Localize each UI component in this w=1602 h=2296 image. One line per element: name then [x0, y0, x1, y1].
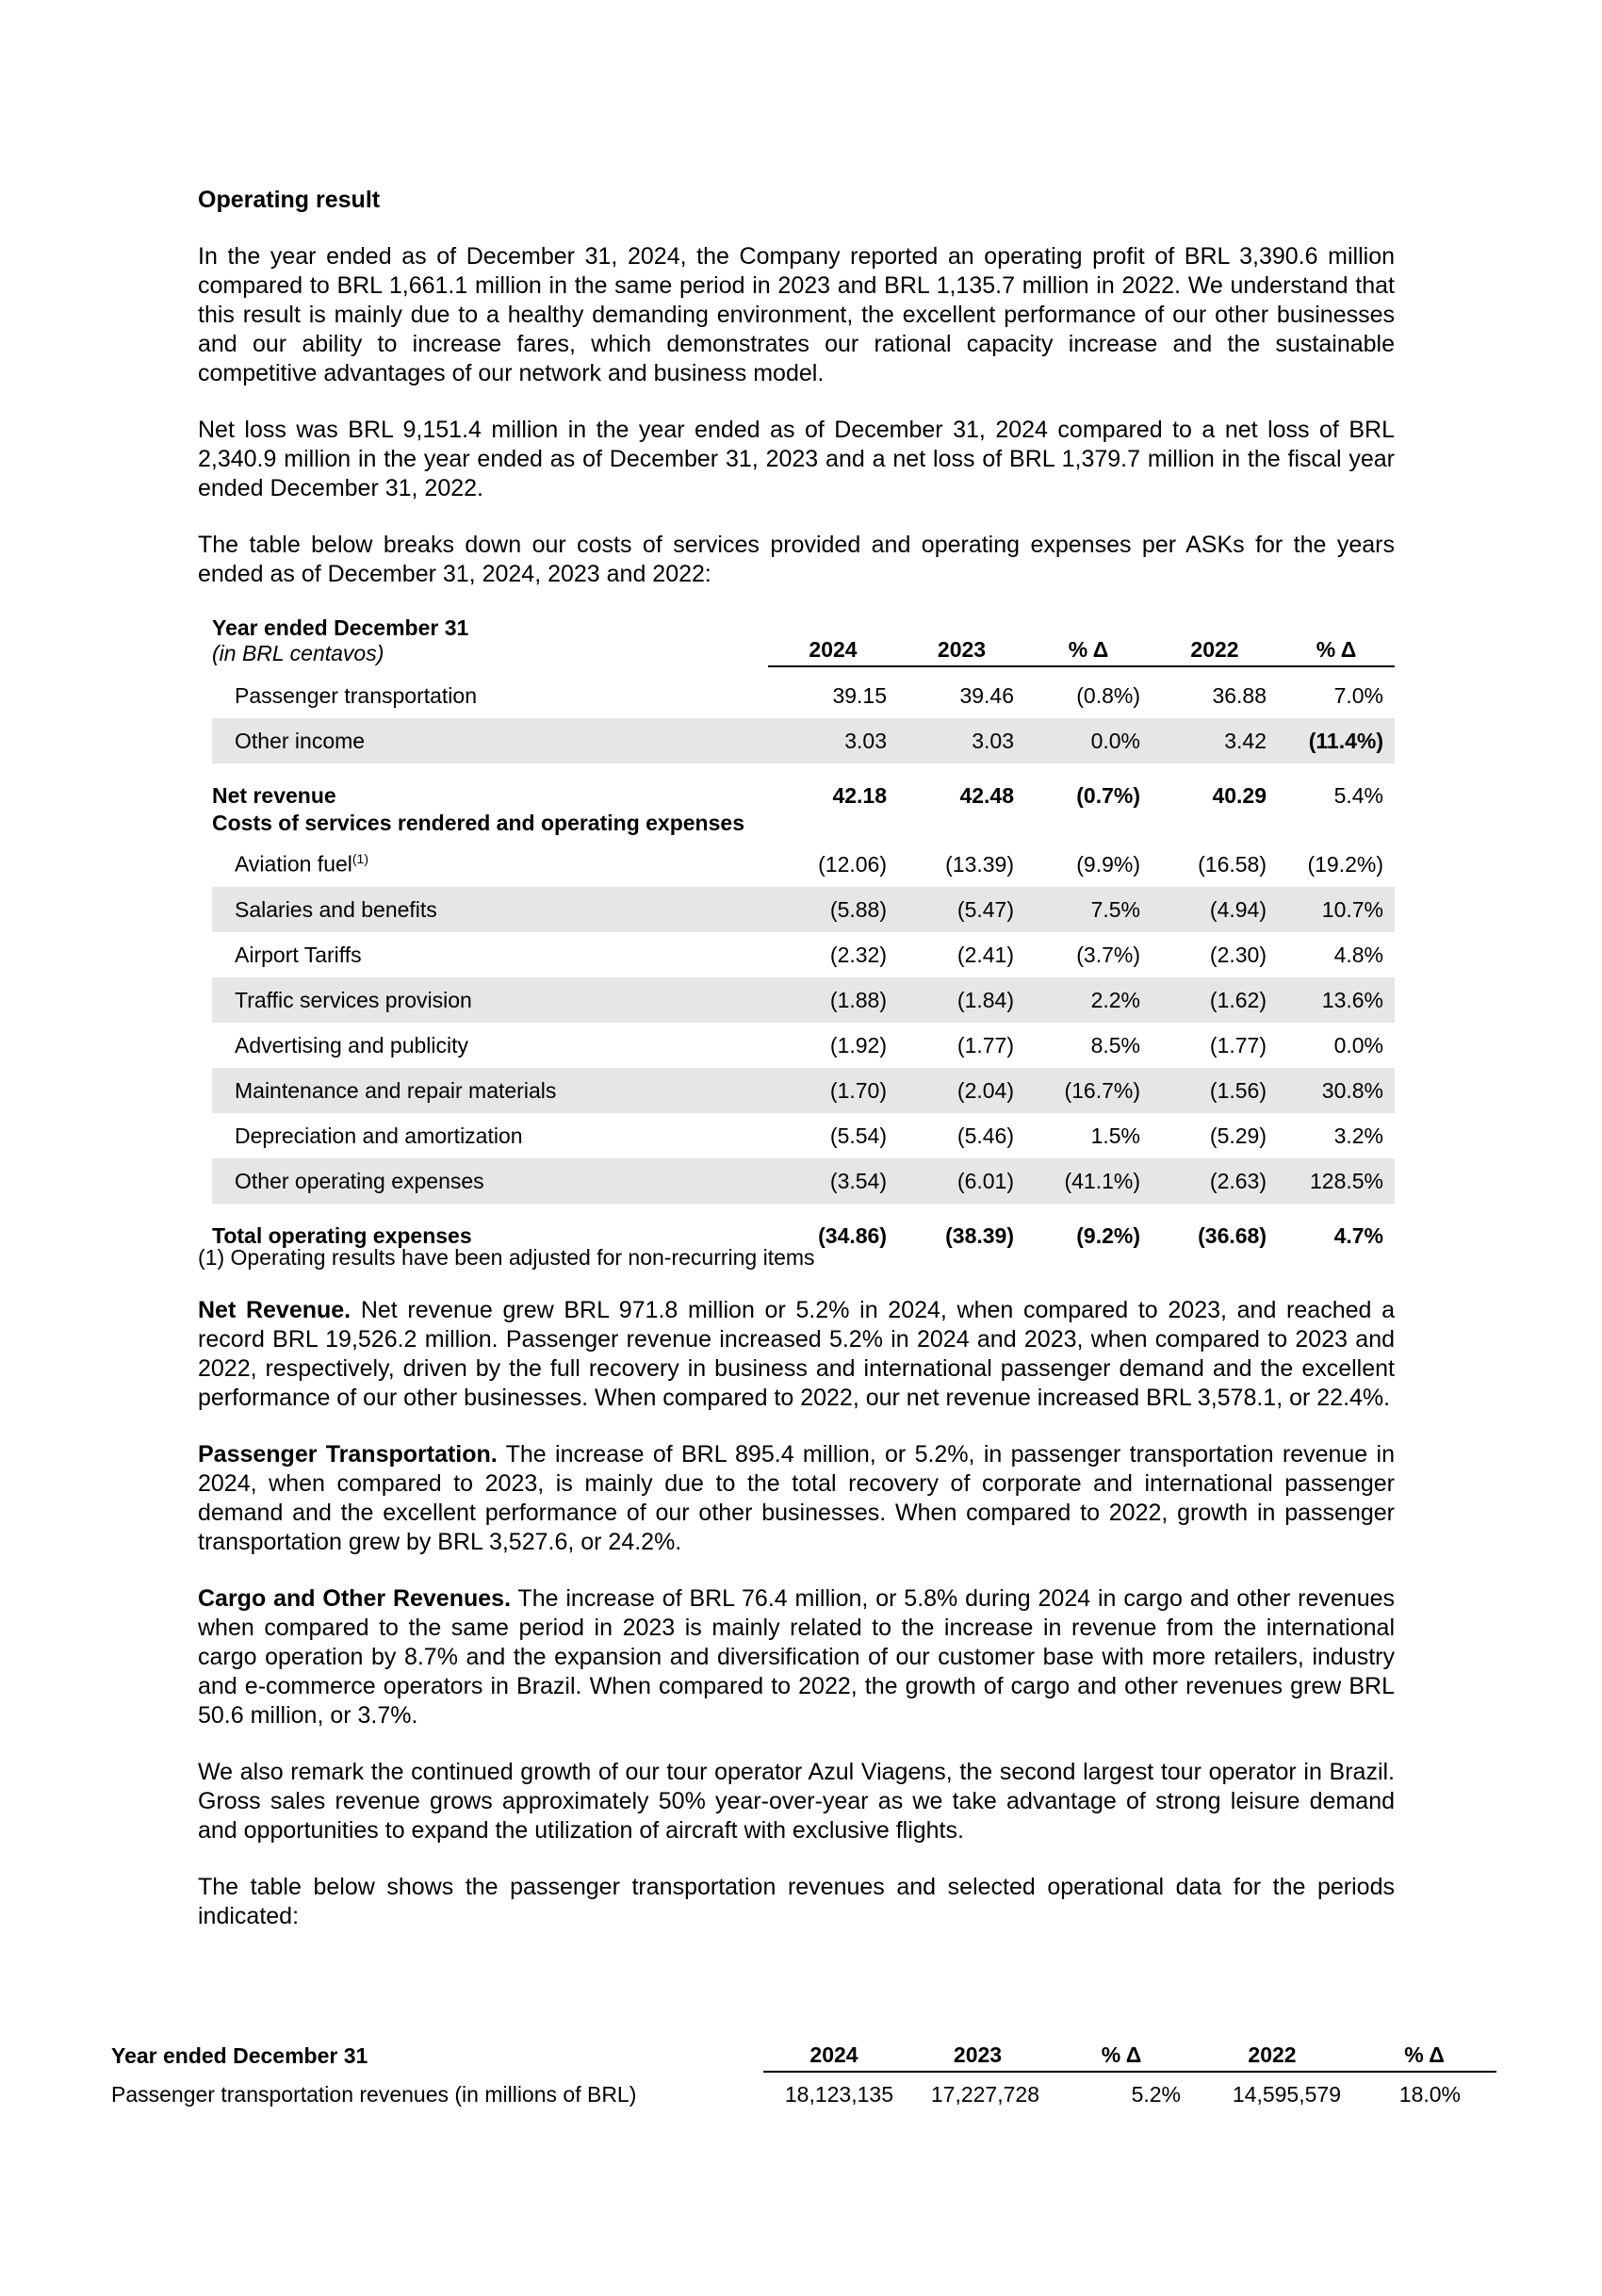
table-row — [212, 763, 1395, 809]
row-label: Traffic services provision — [212, 977, 768, 1023]
column-header: 2023 — [905, 2042, 1051, 2072]
cell: 3.2% — [1333, 1123, 1383, 1148]
cell: (1.77) — [956, 1032, 1014, 1058]
cell: (11.4%) — [1278, 718, 1395, 763]
row-label: Net revenue — [212, 783, 336, 808]
table-subtitle: (in BRL centavos) — [212, 641, 384, 665]
table-row — [212, 887, 1395, 932]
table-row — [212, 1068, 1395, 1113]
cell: (9.2%) — [1076, 1223, 1140, 1248]
row-label: Advertising and publicity — [235, 1032, 469, 1058]
table-row — [111, 2072, 1496, 2117]
table-section-row — [212, 809, 1395, 836]
table-row — [212, 1158, 1395, 1204]
table2-title: Year ended December 31 — [111, 2043, 368, 2068]
cell: 18.0% — [1398, 2082, 1461, 2107]
cell: 1.5% — [1090, 1123, 1140, 1148]
paragraph-text: The increase of BRL 895.4 million, or 5.2%, in passenger transportation revenue in 2024, when compared to 2023, is mainly due to the total recovery of corporate and international passenger demand and the excellent performance of our other businesses. When compared to 2022, growth in passenger transportation grew by BRL 3,527.6, or 24.2%. — [198, 1441, 1395, 1555]
cell: 128.5% — [1278, 1158, 1395, 1204]
cell: 5.2% — [1131, 2082, 1181, 2107]
paragraph-net-loss: Net loss was BRL 9,151.4 million in the year ended as of December 31, 2024 compared to a net loss of BRL 2,340.9 million in the year ended as of December 31, 2023 and a net loss of BRL 1,379.7 million in the fiscal year ended December 31, 2022. — [198, 417, 1395, 501]
column-header: 2023 — [898, 610, 1025, 666]
cell: (2.63) — [1152, 1158, 1278, 1204]
cell: 13.6% — [1278, 977, 1395, 1023]
cell: 3.03 — [898, 718, 1025, 763]
table-row — [212, 977, 1395, 1023]
cell: 8.5% — [1090, 1032, 1140, 1058]
cell: 0.0% — [1025, 718, 1152, 763]
cell: (1.88) — [768, 977, 898, 1023]
cell: 0.0% — [1333, 1032, 1383, 1058]
table-footnote: (1) Operating results have been adjusted for non-recurring items — [198, 1245, 815, 1270]
cell: (41.1%) — [1025, 1158, 1152, 1204]
cell: 42.48 — [959, 783, 1014, 808]
cell: 7.0% — [1333, 682, 1383, 708]
cell: (16.58) — [1198, 851, 1267, 877]
document-body — [198, 185, 1395, 1931]
cell: (0.8%) — [1076, 682, 1140, 708]
row-label — [212, 842, 768, 887]
cell: (5.54) — [829, 1123, 887, 1148]
paragraph-azul-viagens: We also remark the continued growth of our tour operator Azul Viagens, the second largest tour operator in Brazil. Gross sales revenue grows approximately 50% year-over-year as we take advantage of strong leisure demand and opportunities to expand the utilization of aircraft with exclusive flights. — [198, 1759, 1395, 1844]
cell: 39.15 — [832, 682, 887, 708]
column-header: % Δ — [1051, 2042, 1192, 2072]
cell: (12.06) — [818, 851, 887, 877]
costs-per-ask-table — [212, 610, 1395, 1249]
table-row — [212, 932, 1395, 977]
paragraph-cargo-revenues — [198, 1584, 1395, 1730]
table-header-label — [212, 610, 768, 666]
cell: (5.29) — [1209, 1123, 1267, 1148]
cell: (13.39) — [945, 851, 1014, 877]
row-label: Passenger transportation — [235, 682, 477, 708]
passenger-revenue-table-wrap — [111, 2042, 1496, 2117]
paragraph-net-revenue — [198, 1296, 1395, 1413]
paragraph-label: Cargo and Other Revenues. — [198, 1585, 512, 1612]
row-label: Total operating expenses — [212, 1223, 472, 1248]
row-label: Salaries and benefits — [212, 887, 768, 932]
cell: (2.30) — [1209, 942, 1267, 967]
paragraph-label: Net Revenue. — [198, 1297, 351, 1323]
row-label: Depreciation and amortization — [235, 1123, 523, 1148]
cell: 7.5% — [1025, 887, 1152, 932]
column-header: % Δ — [1278, 610, 1395, 666]
cell: 3.03 — [768, 718, 898, 763]
cell: 18,123,135 — [784, 2082, 893, 2107]
row-label: Maintenance and repair materials — [212, 1068, 768, 1113]
paragraph-text: Net revenue grew BRL 971.8 million or 5.2% in 2024, when compared to 2023, and reached a record BRL 19,526.2 million. Passenger revenue increased 5.2% in 2024 and 2023, when compared to 2023 and 2022, respectively, driven by the full recovery in business and international passenger demand and the excellent performance of our other businesses. When compared to 2022, our net revenue increased BRL 3,578.1, or 22.4%. — [198, 1297, 1395, 1411]
cell: (1.92) — [829, 1032, 887, 1058]
table-row — [212, 673, 1395, 718]
column-header: % Δ — [1025, 610, 1152, 666]
column-header: % Δ — [1352, 2042, 1496, 2072]
table-row — [212, 718, 1395, 763]
section-heading: Operating result — [198, 187, 381, 213]
paragraph-text: The increase of BRL 76.4 million, or 5.8% during 2024 in cargo and other revenues when compared to the same period in 2023 is mainly related to the increase in revenue from the international cargo operation by 8.7% and the expansion and diversification of our customer base with more retailers, industry and e-commerce operators in Brazil. When compared to 2022, the growth of cargo and other revenues grew BRL 50.6 million, or 3.7%. — [198, 1585, 1396, 1729]
section-label: Costs of services rendered and operating expenses — [212, 811, 744, 835]
cell: (3.54) — [768, 1158, 898, 1204]
cell: 17,227,728 — [930, 2082, 1039, 2107]
cell: (38.39) — [945, 1223, 1014, 1248]
cell: (5.88) — [768, 887, 898, 932]
row-label: Passenger transportation revenues (in millions of BRL) — [111, 2081, 637, 2107]
paragraph-operating-profit: In the year ended as of December 31, 2024, the Company reported an operating profit of BRL 3,390.6 million compared to BRL 1,661.1 million in the same period in 2023 and BRL 1,135.7 million in 2022. We understand that this result is mainly due to a healthy demanding environment, the excellent performance of our other businesses and our ability to increase fares, which demonstrates our rational capacity increase and the sustainable competitive advantages of our network and business model. — [198, 243, 1395, 386]
paragraph-passenger-transportation — [198, 1440, 1395, 1557]
cell: (2.32) — [829, 942, 887, 967]
row-label: Airport Tariffs — [235, 942, 362, 967]
cell: (2.04) — [898, 1068, 1025, 1113]
cell: 39.46 — [959, 682, 1014, 708]
cell: 40.29 — [1212, 783, 1267, 808]
cell: (16.7%) — [1025, 1068, 1152, 1113]
cell: (1.77) — [1209, 1032, 1267, 1058]
footnote-marker: (1) — [351, 851, 369, 867]
cell: (2.41) — [956, 942, 1014, 967]
cell: (9.9%) — [1076, 851, 1140, 877]
cell: (6.01) — [898, 1158, 1025, 1204]
row-label: Other operating expenses — [212, 1158, 768, 1204]
cell: 30.8% — [1278, 1068, 1395, 1113]
paragraph-table2-intro: The table below shows the passenger transportation revenues and selected operational data for the periods indicated: — [198, 1874, 1395, 1929]
cell: (19.2%) — [1307, 851, 1383, 877]
table-title: Year ended December 31 — [212, 615, 469, 640]
cell: (1.84) — [898, 977, 1025, 1023]
cell: 14,595,579 — [1232, 2082, 1341, 2107]
cell: (1.56) — [1152, 1068, 1278, 1113]
cell: (1.70) — [768, 1068, 898, 1113]
cell: (5.47) — [898, 887, 1025, 932]
cell: 2.2% — [1025, 977, 1152, 1023]
paragraph-label: Passenger Transportation. — [198, 1441, 498, 1468]
table-row — [212, 842, 1395, 887]
column-header: 2024 — [768, 610, 898, 666]
table-row-total — [212, 1204, 1395, 1249]
column-header: 2022 — [1192, 2042, 1352, 2072]
cell: 10.7% — [1278, 887, 1395, 932]
cell: 4.8% — [1333, 942, 1383, 967]
cell: (1.62) — [1152, 977, 1278, 1023]
table-row — [212, 1113, 1395, 1158]
row-label: Other income — [212, 718, 768, 763]
paragraph-table-intro: The table below breaks down our costs of services provided and operating expenses per ASKs for the years ended as of December 31, 2024, 2023 and 2022: — [198, 532, 1395, 587]
cell: (5.46) — [956, 1123, 1014, 1148]
table-row — [212, 1023, 1395, 1068]
cell: (34.86) — [818, 1223, 887, 1248]
cell: 4.7% — [1333, 1223, 1383, 1248]
cell: (36.68) — [1198, 1223, 1267, 1248]
passenger-revenue-table — [111, 2042, 1496, 2117]
cell: 5.4% — [1333, 783, 1383, 808]
cell: (0.7%) — [1076, 783, 1140, 808]
column-header: 2022 — [1152, 610, 1278, 666]
cell: 3.42 — [1152, 718, 1278, 763]
column-header: 2024 — [763, 2042, 905, 2072]
cell: (4.94) — [1152, 887, 1278, 932]
cell: (3.7%) — [1076, 942, 1140, 967]
row-label-text: Aviation fuel — [235, 851, 352, 877]
cell: 36.88 — [1212, 682, 1267, 708]
cell: 42.18 — [832, 783, 887, 808]
